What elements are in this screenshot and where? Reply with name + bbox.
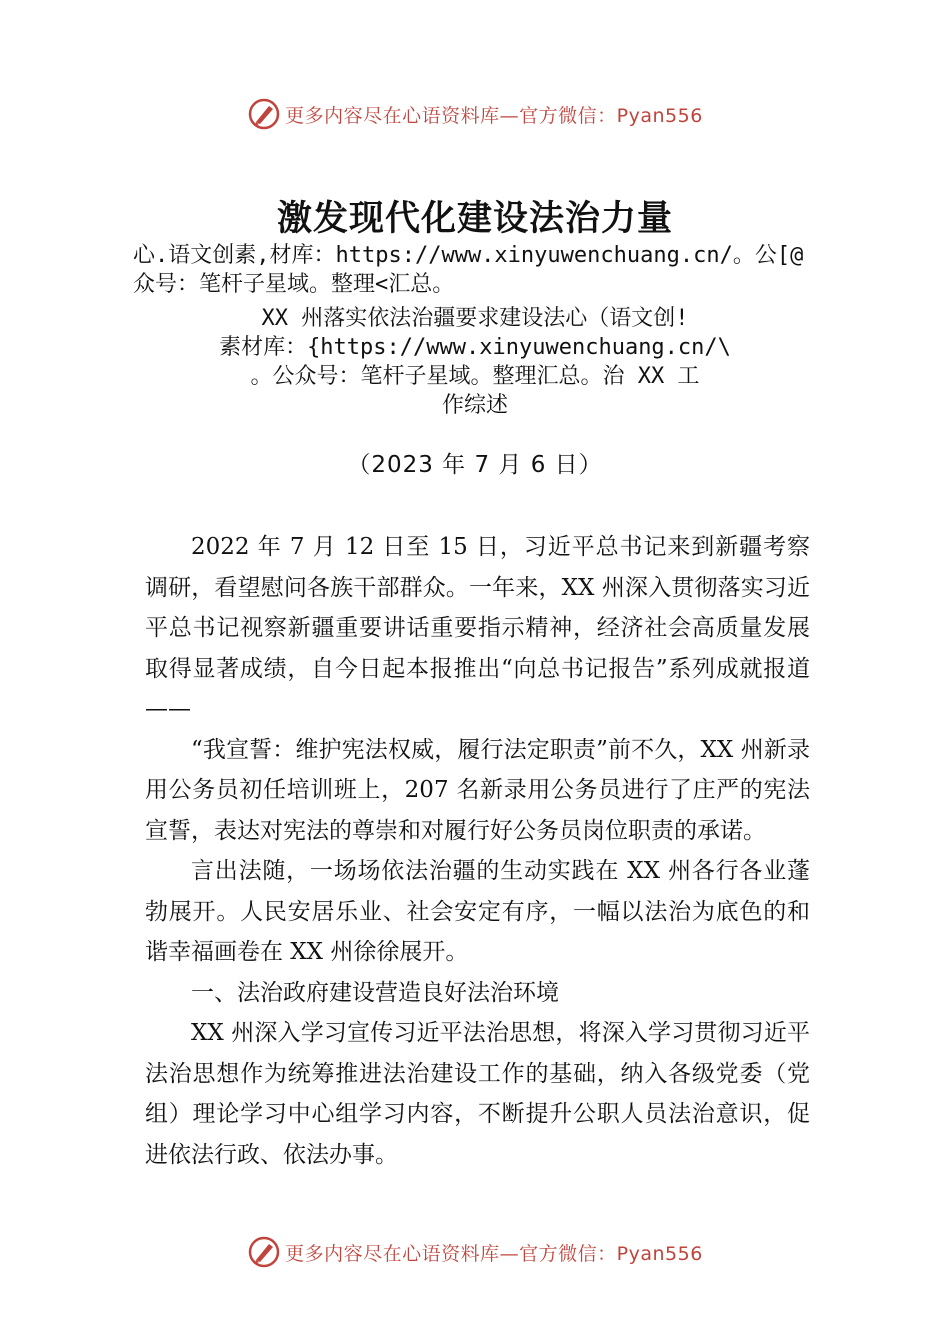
garbled-line-2: 众号：笔杆子星域。整理<汇总。: [133, 272, 455, 297]
watermark-banner-bottom: [0, 1232, 950, 1272]
garbled-line-1: 心.语文创素,材库：https://www.xinyuwenchuang.cn/。公[@: [133, 243, 804, 268]
body-paragraph-2: “我宣誓：维护宪法权威，履行法定职责”前不久，XX 州新录用公务员初任培训班上，207 名新录用公务员进行了庄严的宪法宣誓，表达对宪法的尊崇和对履行好公务员岗位职责的承诺。: [145, 736, 810, 844]
subtitle-line-2: 素材库：{https://www.xinyuwenchuang.cn/\: [219, 335, 731, 360]
body-paragraph-4: XX 州深入学习宣传习近平法治思想，将深入学习贯彻习近平法治思想作为统筹推进法治建设工作的基础，纳入各级党委（党组）理论学习中心组学习内容，不断提升公职人员法治意识，促进依法行政、依法办事。: [145, 1020, 810, 1168]
watermark-wechat-id: Pyan556: [616, 104, 703, 127]
watermark-wechat-id: Pyan556: [616, 1242, 703, 1265]
body-paragraph-3: 言出法随，一场场依法治疆的生动实践在 XX 州各行各业蓬勃展开。人民安居乐业、社会安定有序，一幅以法治为底色的和谐幸福画卷在 XX 州徐徐展开。: [145, 858, 810, 965]
pen-logo-icon: [247, 97, 281, 131]
watermark-text: 更多内容尽在心语资料库—官方微信：: [285, 1242, 617, 1265]
body-paragraph-1: 2022 年 7 月 12 日至 15 日，习近平总书记来到新疆考察调研，看望慰问各族干部群众。一年来，XX 州深入贯彻落实习近平总书记视察新疆重要讲话重要指示精神，经济社会高质量发展取得显著成绩，自今日起本报推出“向总书记报告”系列成就报道——: [145, 534, 810, 722]
subtitle-line-3: 。公众号：笔杆子星域。整理汇总。治 XX 工: [250, 364, 700, 389]
subtitle-line-4: 作综述: [441, 393, 508, 418]
document-date: （2023 年 7 月 6 日）: [347, 452, 603, 478]
section-heading-1: 一、法治政府建设营造良好法治环境: [191, 979, 559, 1006]
document-title: 激发现代化建设法治力量: [276, 198, 673, 239]
document-body: [145, 527, 810, 1175]
watermark-text: 更多内容尽在心语资料库—官方微信：: [285, 104, 617, 127]
subtitle-line-1: XX 州落实依法治疆要求建设法心（语文创!: [261, 306, 689, 331]
watermark-banner-top: [0, 94, 950, 134]
pen-logo-icon: [247, 1235, 281, 1269]
